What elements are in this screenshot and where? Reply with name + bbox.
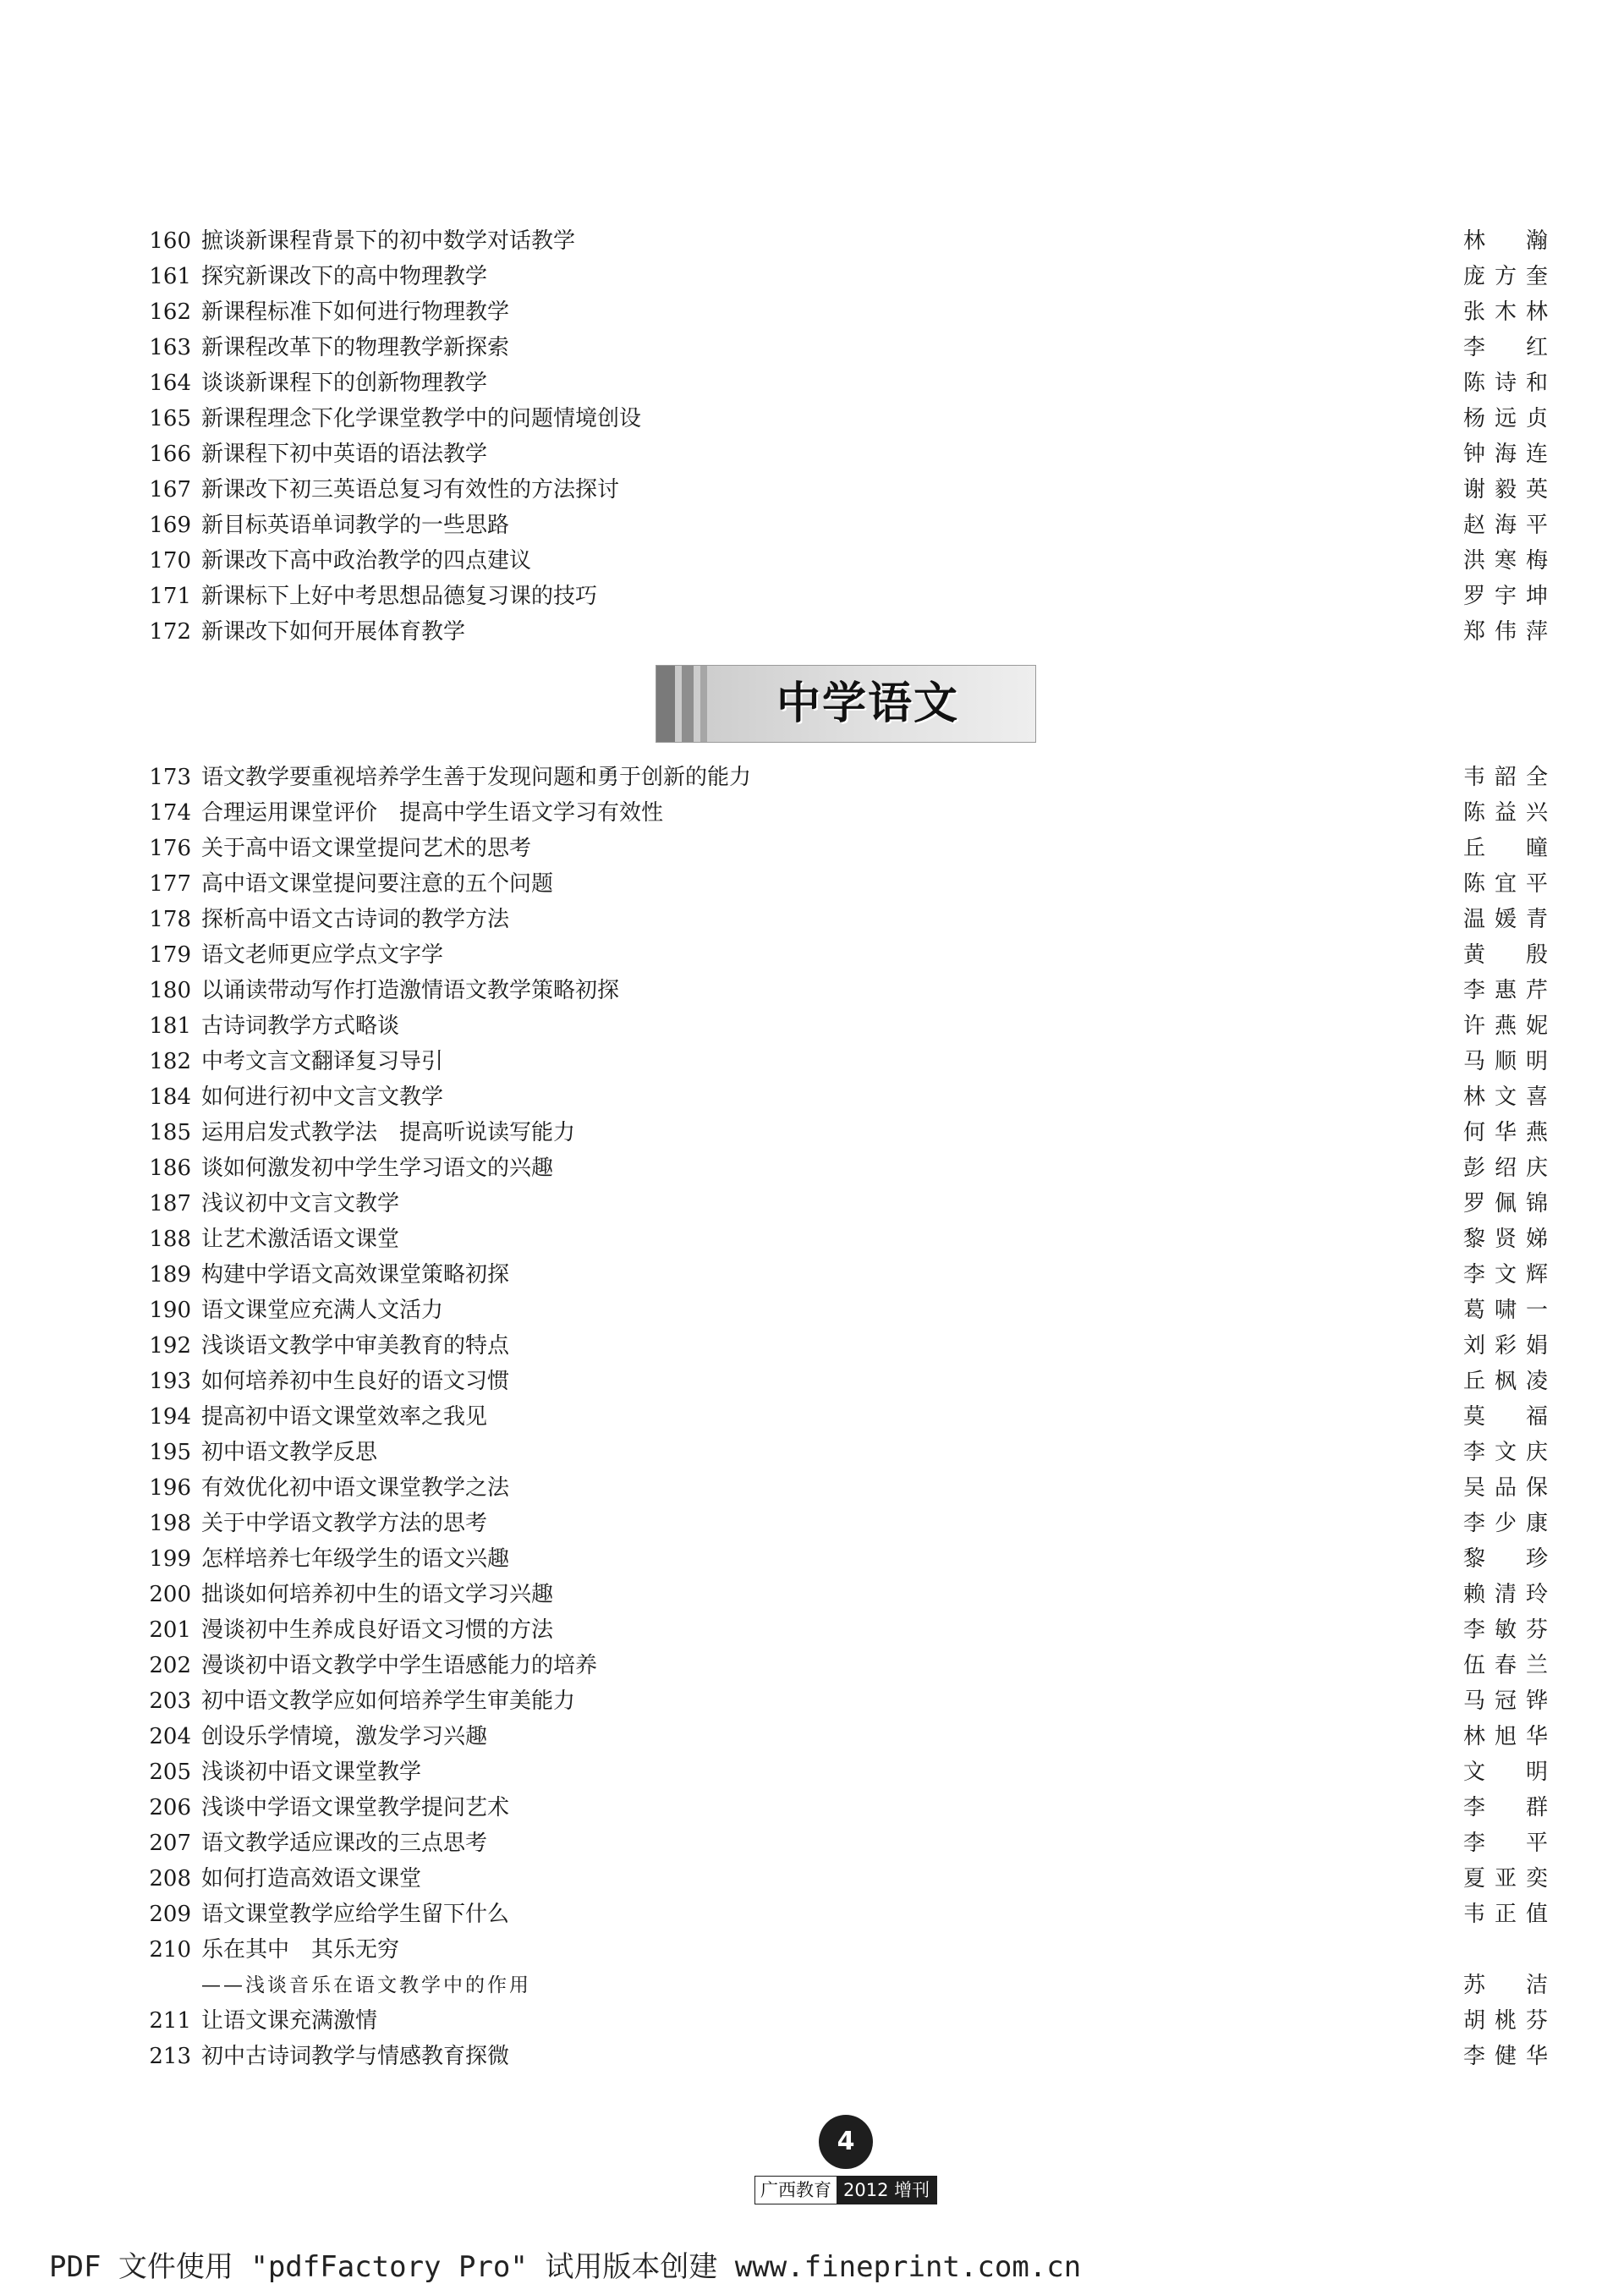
entry-page-number: 188 bbox=[149, 1227, 191, 1252]
entry-author: 吴品保 bbox=[1463, 1475, 1548, 1501]
entry-author: 罗佩锦 bbox=[1463, 1191, 1548, 1216]
toc-entry bbox=[0, 579, 1624, 614]
toc-entry bbox=[0, 866, 1624, 902]
entry-page-number: 172 bbox=[149, 619, 191, 645]
entry-page-number: 199 bbox=[149, 1546, 191, 1572]
entry-page-number: 164 bbox=[149, 371, 191, 396]
toc-entry bbox=[0, 1257, 1624, 1293]
entry-title: 让艺术激活语文课堂 bbox=[201, 1227, 400, 1252]
entry-author: 赵海平 bbox=[1463, 513, 1548, 538]
toc-entry bbox=[0, 1399, 1624, 1435]
entry-title: 漫谈初中生养成良好语文习惯的方法 bbox=[201, 1617, 554, 1643]
entry-title: 新课程改革下的物理教学新探索 bbox=[201, 335, 510, 360]
entry-page-number: 204 bbox=[149, 1724, 191, 1749]
entry-page-number: 182 bbox=[149, 1049, 191, 1074]
entry-title: 谈如何激发初中学生学习语文的兴趣 bbox=[201, 1156, 554, 1181]
toc-entry bbox=[0, 1648, 1624, 1683]
entry-title: 有效优化初中语文课堂教学之法 bbox=[201, 1475, 510, 1501]
entry-title: 语文课堂应充满人文活力 bbox=[201, 1298, 444, 1323]
entry-author: 陈益兴 bbox=[1463, 800, 1548, 826]
entry-title: 构建中学语文高效课堂策略初探 bbox=[201, 1262, 510, 1288]
toc-entry bbox=[0, 401, 1624, 436]
toc-entry bbox=[0, 330, 1624, 365]
entry-author: 伍春兰 bbox=[1463, 1653, 1548, 1678]
entry-page-number: 201 bbox=[149, 1617, 191, 1643]
entry-title: 新目标英语单词教学的一些思路 bbox=[201, 513, 510, 538]
entry-page-number: 169 bbox=[149, 513, 191, 538]
toc-entry bbox=[0, 472, 1624, 508]
toc-entry-subtitle-row bbox=[0, 1968, 1624, 2003]
entry-page-number: 213 bbox=[149, 2044, 191, 2069]
entry-title: 语文课堂教学应给学生留下什么 bbox=[201, 1902, 510, 1927]
entry-author: 李 红 bbox=[1463, 335, 1548, 360]
toc-entry bbox=[0, 1932, 1624, 1968]
entry-page-number: 163 bbox=[149, 335, 191, 360]
entry-author: 张木林 bbox=[1463, 299, 1548, 325]
entry-author: 李 平 bbox=[1463, 1831, 1548, 1856]
entry-title: 探究新课改下的高中物理教学 bbox=[201, 264, 488, 289]
section-header-middle-school-chinese bbox=[656, 665, 1036, 743]
entry-page-number: 179 bbox=[149, 942, 191, 968]
entry-author: 何华燕 bbox=[1463, 1120, 1548, 1145]
entry-page-number: 194 bbox=[149, 1404, 191, 1430]
entry-page-number: 206 bbox=[149, 1795, 191, 1820]
toc-entry bbox=[0, 614, 1624, 650]
header-stripe bbox=[682, 666, 694, 742]
entry-title: 如何进行初中文言文教学 bbox=[201, 1084, 444, 1110]
toc-entry bbox=[0, 1506, 1624, 1541]
entry-title: 中考文言文翻译复习导引 bbox=[201, 1049, 444, 1074]
journal-name: 广西教育 bbox=[755, 2177, 837, 2204]
entry-author: 郑伟萍 bbox=[1463, 619, 1548, 645]
entry-author: 丘枫凌 bbox=[1463, 1369, 1548, 1394]
entry-title: 新课改下初三英语总复习有效性的方法探讨 bbox=[201, 477, 620, 502]
entry-title: 浅议初中文言文教学 bbox=[201, 1191, 400, 1216]
toc-entry bbox=[0, 1150, 1624, 1186]
entry-page-number: 184 bbox=[149, 1084, 191, 1110]
entry-author: 马冠铧 bbox=[1463, 1688, 1548, 1714]
entry-title: 关于高中语文课堂提问艺术的思考 bbox=[201, 836, 532, 861]
entry-page-number: 170 bbox=[149, 548, 191, 574]
section-heading: 中学语文 bbox=[776, 678, 959, 729]
toc-entry bbox=[0, 1683, 1624, 1719]
entry-page-number: 193 bbox=[149, 1369, 191, 1394]
entry-author: 林文喜 bbox=[1463, 1084, 1548, 1110]
entry-title: 漫谈初中语文教学中学生语感能力的培养 bbox=[201, 1653, 598, 1678]
entry-author: 莫 福 bbox=[1463, 1404, 1548, 1430]
entry-author: 洪寒梅 bbox=[1463, 548, 1548, 574]
toc-entry bbox=[0, 1861, 1624, 1897]
entry-title: 谈谈新课程下的创新物理教学 bbox=[201, 371, 488, 396]
entry-author: 庞方奎 bbox=[1463, 264, 1548, 289]
entry-page-number: 178 bbox=[149, 907, 191, 932]
entry-title: 让语文课充满激情 bbox=[201, 2008, 378, 2034]
toc-entry bbox=[0, 1719, 1624, 1754]
entry-author: 文 明 bbox=[1463, 1760, 1548, 1785]
toc-entry bbox=[0, 1186, 1624, 1222]
entry-title: 如何培养初中生良好的语文习惯 bbox=[201, 1369, 510, 1394]
entry-subtitle: ——浅谈音乐在语文教学中的作用 bbox=[201, 1974, 531, 1996]
entry-author: 陈宜平 bbox=[1463, 871, 1548, 897]
entry-page-number: 185 bbox=[149, 1120, 191, 1145]
toc-entry bbox=[0, 973, 1624, 1008]
toc-entry bbox=[0, 760, 1624, 795]
entry-title: 怎样培养七年级学生的语文兴趣 bbox=[201, 1546, 510, 1572]
toc-entry bbox=[0, 436, 1624, 472]
entry-author: 刘彩娟 bbox=[1463, 1333, 1548, 1359]
entry-page-number: 166 bbox=[149, 442, 191, 467]
entry-author: 林 瀚 bbox=[1463, 228, 1548, 254]
entry-page-number: 195 bbox=[149, 1440, 191, 1465]
entry-author: 彭绍庆 bbox=[1463, 1156, 1548, 1181]
entry-title: 乐在其中 其乐无穷 bbox=[201, 1937, 400, 1963]
toc-entry bbox=[0, 223, 1624, 259]
entry-title: 语文教学适应课改的三点思考 bbox=[201, 1831, 488, 1856]
entry-page-number: 176 bbox=[149, 836, 191, 861]
header-stripe bbox=[700, 666, 707, 742]
entry-page-number: 186 bbox=[149, 1156, 191, 1181]
entry-page-number: 190 bbox=[149, 1298, 191, 1323]
entry-page-number: 189 bbox=[149, 1262, 191, 1288]
entry-page-number: 165 bbox=[149, 406, 191, 431]
toc-entry bbox=[0, 1435, 1624, 1470]
entry-title: 提高初中语文课堂效率之我见 bbox=[201, 1404, 488, 1430]
entry-author: 韦正值 bbox=[1463, 1902, 1548, 1927]
entry-title: 如何打造高效语文课堂 bbox=[201, 1866, 422, 1891]
entry-page-number: 192 bbox=[149, 1333, 191, 1359]
entry-author: 李文庆 bbox=[1463, 1440, 1548, 1465]
entry-author: 李少康 bbox=[1463, 1511, 1548, 1536]
toc-entry bbox=[0, 543, 1624, 579]
entry-title: 古诗词教学方式略谈 bbox=[201, 1013, 400, 1039]
journal-issue: 2012 增刊 bbox=[837, 2177, 936, 2204]
page-number: 4 bbox=[819, 2115, 873, 2169]
toc-entry bbox=[0, 1897, 1624, 1932]
toc-entry bbox=[0, 1470, 1624, 1506]
entry-page-number: 203 bbox=[149, 1688, 191, 1714]
entry-author: 韦韶全 bbox=[1463, 765, 1548, 790]
entry-page-number: 208 bbox=[149, 1866, 191, 1891]
entry-page-number: 202 bbox=[149, 1653, 191, 1678]
toc-entry bbox=[0, 294, 1624, 330]
toc-entry bbox=[0, 1364, 1624, 1399]
entry-title: 新课程标准下如何进行物理教学 bbox=[201, 299, 510, 325]
entry-page-number: 180 bbox=[149, 978, 191, 1003]
entry-page-number: 187 bbox=[149, 1191, 191, 1216]
toc-entry bbox=[0, 1577, 1624, 1612]
entry-author: 苏 洁 bbox=[1463, 1973, 1548, 1998]
toc-entry bbox=[0, 2039, 1624, 2074]
entry-author: 夏亚奕 bbox=[1463, 1866, 1548, 1891]
entry-page-number: 161 bbox=[149, 264, 191, 289]
toc-entry bbox=[0, 1293, 1624, 1328]
pdf-watermark: PDF 文件使用 "pdfFactory Pro" 试用版本创建 www.fineprint.com.cn bbox=[49, 2250, 1082, 2284]
toc-entry bbox=[0, 259, 1624, 294]
entry-author: 钟海连 bbox=[1463, 442, 1548, 467]
entry-title: 浅谈语文教学中审美教育的特点 bbox=[201, 1333, 510, 1359]
entry-page-number: 174 bbox=[149, 800, 191, 826]
entry-author: 罗宇坤 bbox=[1463, 584, 1548, 609]
toc-entry bbox=[0, 1754, 1624, 1790]
toc-entry bbox=[0, 508, 1624, 543]
toc-entry bbox=[0, 2003, 1624, 2039]
entry-title: 新课改下高中政治教学的四点建议 bbox=[201, 548, 532, 574]
entry-page-number: 160 bbox=[149, 228, 191, 254]
entry-page-number: 167 bbox=[149, 477, 191, 502]
entry-page-number: 173 bbox=[149, 765, 191, 790]
entry-author: 李敏芬 bbox=[1463, 1617, 1548, 1643]
entry-title: 以诵读带动写作打造激情语文教学策略初探 bbox=[201, 978, 620, 1003]
entry-page-number: 210 bbox=[149, 1937, 191, 1963]
entry-page-number: 196 bbox=[149, 1475, 191, 1501]
entry-author: 胡桃芬 bbox=[1463, 2008, 1548, 2034]
entry-page-number: 198 bbox=[149, 1511, 191, 1536]
entry-title: 浅谈中学语文课堂教学提问艺术 bbox=[201, 1795, 510, 1820]
entry-author: 谢毅英 bbox=[1463, 477, 1548, 502]
entry-title: 语文教学要重视培养学生善于发现问题和勇于创新的能力 bbox=[201, 765, 752, 790]
entry-page-number: 177 bbox=[149, 871, 191, 897]
entry-page-number: 205 bbox=[149, 1760, 191, 1785]
toc-entry bbox=[0, 795, 1624, 831]
entry-title: 创设乐学情境，激发学习兴趣 bbox=[201, 1724, 488, 1749]
entry-author: 杨远贞 bbox=[1463, 406, 1548, 431]
entry-title: 初中语文教学反思 bbox=[201, 1440, 378, 1465]
entry-author: 黄 殷 bbox=[1463, 942, 1548, 968]
entry-title: 高中语文课堂提问要注意的五个问题 bbox=[201, 871, 554, 897]
entry-title: 合理运用课堂评价 提高中学生语文学习有效性 bbox=[201, 800, 664, 826]
entry-author: 黎 珍 bbox=[1463, 1546, 1548, 1572]
entry-page-number: 171 bbox=[149, 584, 191, 609]
toc-entry bbox=[0, 1612, 1624, 1648]
entry-title: 拙谈如何培养初中生的语文学习兴趣 bbox=[201, 1582, 554, 1607]
entry-title: 新课改下如何开展体育教学 bbox=[201, 619, 466, 645]
entry-page-number: 209 bbox=[149, 1902, 191, 1927]
entry-title: 新课标下上好中考思想品德复习课的技巧 bbox=[201, 584, 598, 609]
entry-author: 李 群 bbox=[1463, 1795, 1548, 1820]
toc-entry bbox=[0, 1222, 1624, 1257]
entry-title: 初中语文教学应如何培养学生审美能力 bbox=[201, 1688, 576, 1714]
entry-page-number: 162 bbox=[149, 299, 191, 325]
toc-entry bbox=[0, 365, 1624, 401]
entry-title: 摭谈新课程背景下的初中数学对话教学 bbox=[201, 228, 576, 254]
toc-entry bbox=[0, 831, 1624, 866]
toc-entry bbox=[0, 937, 1624, 973]
journal-tag bbox=[754, 2176, 937, 2204]
entry-title: 初中古诗词教学与情感教育探微 bbox=[201, 2044, 510, 2069]
entry-title: 运用启发式教学法 提高听说读写能力 bbox=[201, 1120, 576, 1145]
entry-author: 李文辉 bbox=[1463, 1262, 1548, 1288]
entry-author: 温媛青 bbox=[1463, 907, 1548, 932]
entry-title: 新课程下初中英语的语法教学 bbox=[201, 442, 488, 467]
entry-author: 陈诗和 bbox=[1463, 371, 1548, 396]
entry-title: 探析高中语文古诗词的教学方法 bbox=[201, 907, 510, 932]
toc-entry bbox=[0, 1826, 1624, 1861]
toc-entry bbox=[0, 1008, 1624, 1044]
toc-entry bbox=[0, 1790, 1624, 1826]
entry-title: 语文老师更应学点文字学 bbox=[201, 942, 444, 968]
entry-title: 关于中学语文教学方法的思考 bbox=[201, 1511, 488, 1536]
entry-author: 许燕妮 bbox=[1463, 1013, 1548, 1039]
entry-title: 新课程理念下化学课堂教学中的问题情境创设 bbox=[201, 406, 642, 431]
entry-author: 丘 曈 bbox=[1463, 836, 1548, 861]
entry-author: 葛啸一 bbox=[1463, 1298, 1548, 1323]
entry-author: 李惠芹 bbox=[1463, 978, 1548, 1003]
entry-page-number: 211 bbox=[149, 2008, 191, 2034]
entry-author: 黎贤娣 bbox=[1463, 1227, 1548, 1252]
entry-author: 马顺明 bbox=[1463, 1049, 1548, 1074]
entry-author: 林旭华 bbox=[1463, 1724, 1548, 1749]
toc-entry bbox=[0, 1541, 1624, 1577]
entry-page-number: 200 bbox=[149, 1582, 191, 1607]
entry-page-number: 207 bbox=[149, 1831, 191, 1856]
entry-page-number: 181 bbox=[149, 1013, 191, 1039]
header-stripe bbox=[656, 666, 675, 742]
toc-entry bbox=[0, 1115, 1624, 1150]
entry-author: 李健华 bbox=[1463, 2044, 1548, 2069]
toc-entry bbox=[0, 1079, 1624, 1115]
entry-title: 浅谈初中语文课堂教学 bbox=[201, 1760, 422, 1785]
toc-entry bbox=[0, 902, 1624, 937]
toc-entry bbox=[0, 1328, 1624, 1364]
entry-author: 赖清玲 bbox=[1463, 1582, 1548, 1607]
toc-entry bbox=[0, 1044, 1624, 1079]
